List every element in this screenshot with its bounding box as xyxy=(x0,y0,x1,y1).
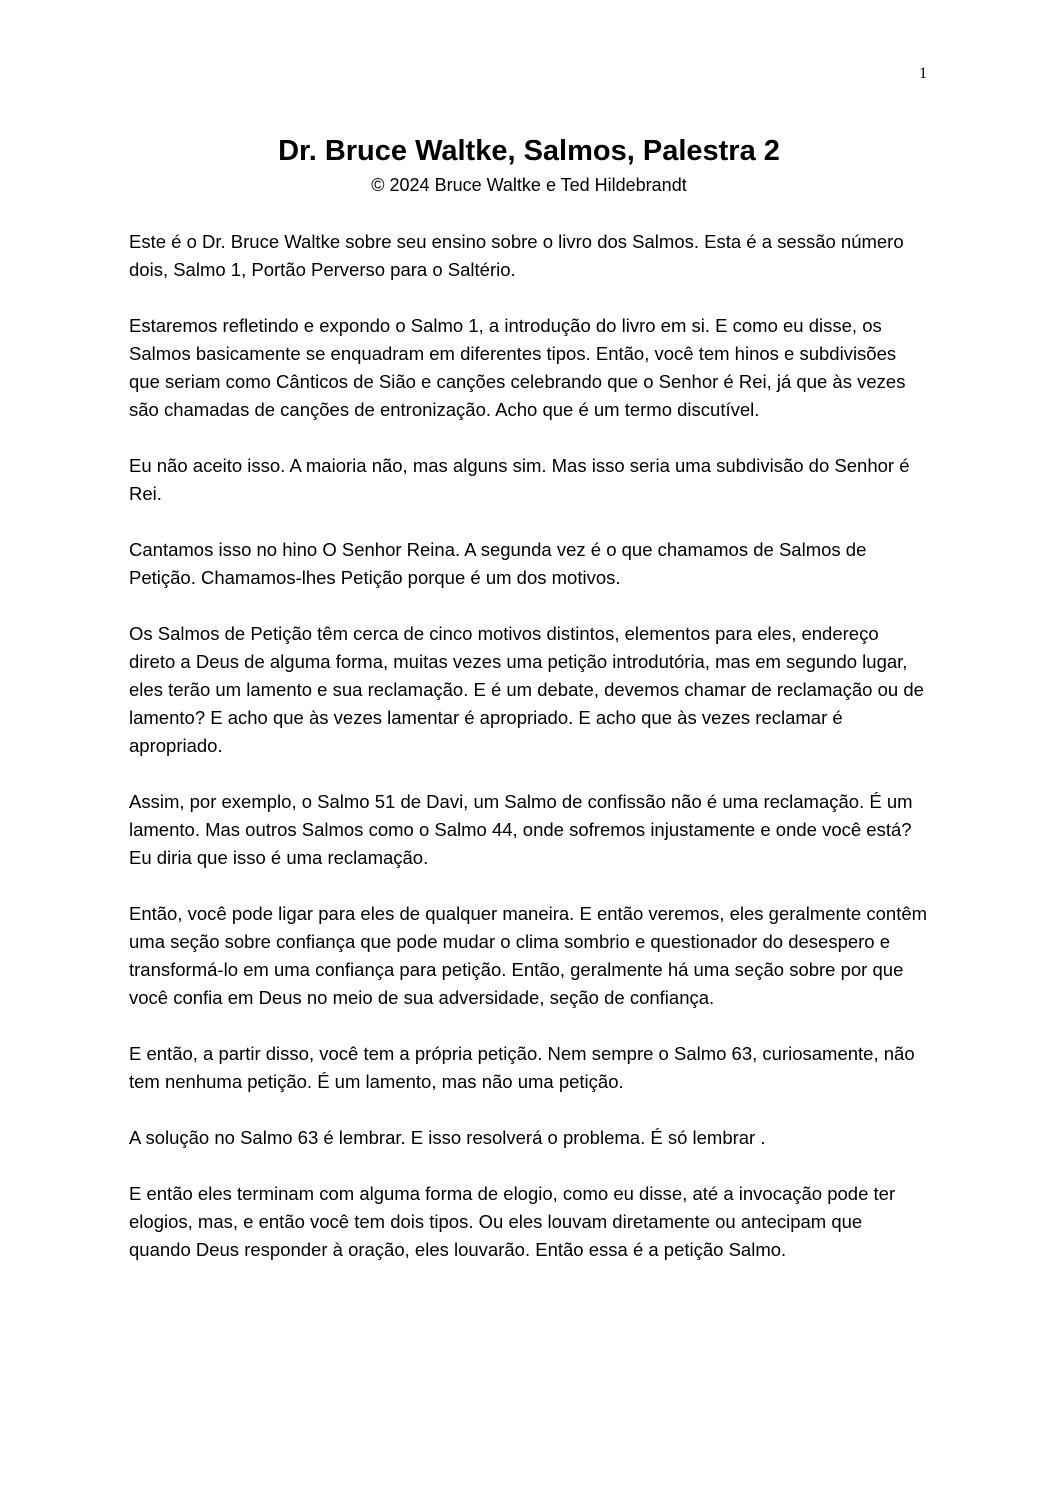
paragraph: Então, você pode ligar para eles de qualquer maneira. E então veremos, eles geralmente contêm uma seção sobre confiança que pode mudar o clima sombrio e questionador do desespero e transformá-lo em uma confiança para petição. Então, geralmente há uma seção sobre por que você confia em Deus no meio de sua adversidade, seção de confiança. xyxy=(129,903,928,1008)
transcript-body xyxy=(129,228,929,1292)
document-title: Dr. Bruce Waltke, Salmos, Palestra 2 xyxy=(278,135,780,167)
paragraph: Este é o Dr. Bruce Waltke sobre seu ensino sobre o livro dos Salmos. Esta é a sessão número dois, Salmo 1, Portão Perverso para o Saltério. xyxy=(129,231,904,280)
paragraph: E então, a partir disso, você tem a própria petição. Nem sempre o Salmo 63, curiosamente, não tem nenhuma petição. É um lamento, mas não uma petição. xyxy=(129,1043,915,1092)
paragraph: Assim, por exemplo, o Salmo 51 de Davi, um Salmo de confissão não é uma reclamação. É um lamento. Mas outros Salmos como o Salmo 44, onde sofremos injustamente e onde você está? Eu diria que isso é uma reclamação. xyxy=(129,791,913,868)
paragraph: Eu não aceito isso. A maioria não, mas alguns sim. Mas isso seria uma subdivisão do Senhor é Rei. xyxy=(129,455,910,504)
paragraph: Cantamos isso no hino O Senhor Reina. A segunda vez é o que chamamos de Salmos de Petição. Chamamos-lhes Petição porque é um dos motivos. xyxy=(129,539,867,588)
paragraph: A solução no Salmo 63 é lembrar. E isso resolverá o problema. É só lembrar . xyxy=(129,1127,766,1148)
copyright-line: © 2024 Bruce Waltke e Ted Hildebrandt xyxy=(371,175,687,195)
paragraph: E então eles terminam com alguma forma de elogio, como eu disse, até a invocação pode ter elogios, mas, e então você tem dois tipos. Ou eles louvam diretamente ou antecipam que quando Deus responder à oração, eles louvarão. Então essa é a petição Salmo. xyxy=(129,1183,896,1260)
paragraph: Estaremos refletindo e expondo o Salmo 1, a introdução do livro em si. E como eu disse, os Salmos basicamente se enquadram em diferentes tipos. Então, você tem hinos e subdivisões que seriam como Cânticos de Sião e canções celebrando que o Senhor é Rei, já que às vezes são chamadas de canções de entronização. Acho que é um termo discutível. xyxy=(129,315,906,420)
page-number: 1 xyxy=(919,65,927,82)
paragraph: Os Salmos de Petição têm cerca de cinco motivos distintos, elementos para eles, endereço direto a Deus de alguma forma, muitas vezes uma petição introdutória, mas em segundo lugar, eles terão um lamento e sua reclamação. E é um debate, devemos chamar de reclamação ou de lamento? E acho que às vezes lamentar é apropriado. E acho que às vezes reclamar é apropriado. xyxy=(129,623,924,756)
